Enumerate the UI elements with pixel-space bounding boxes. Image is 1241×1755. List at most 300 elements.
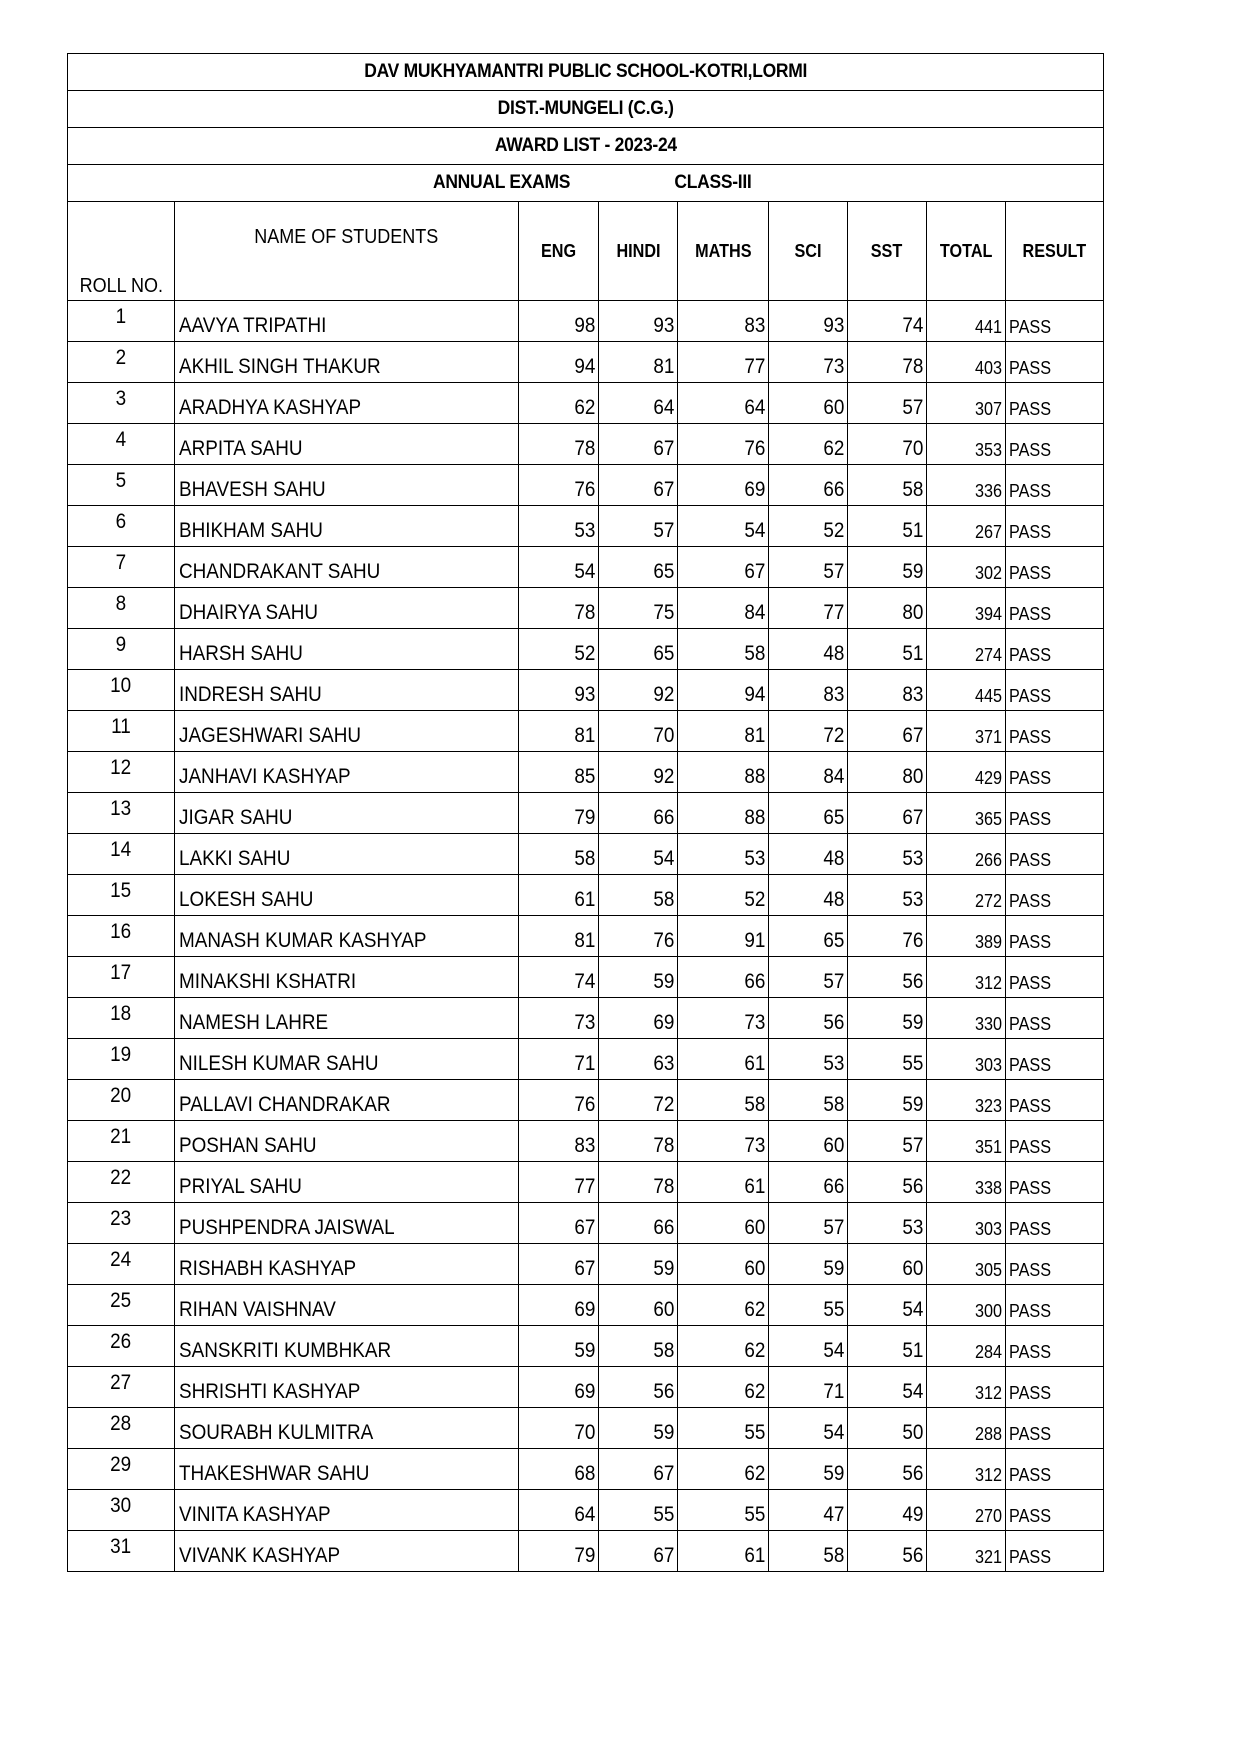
sci-marks: 65	[769, 916, 848, 957]
maths-marks: 88	[678, 793, 769, 834]
result-status: PASS	[1006, 1449, 1104, 1490]
hindi-marks: 54	[599, 834, 678, 875]
exam-name: ANNUAL EXAMS	[432, 172, 570, 193]
sst-marks: 55	[848, 1039, 927, 1080]
maths-marks: 60	[678, 1203, 769, 1244]
student-name: VIVANK KASHYAP	[175, 1531, 519, 1572]
eng-marks: 69	[519, 1367, 599, 1408]
hindi-marks: 92	[599, 670, 678, 711]
sci-marks: 93	[769, 301, 848, 342]
roll-number: 21	[68, 1121, 175, 1162]
sst-marks: 56	[848, 1162, 927, 1203]
total-marks: 323	[927, 1080, 1006, 1121]
eng-marks: 71	[519, 1039, 599, 1080]
school-name: DAV MUKHYAMANTRI PUBLIC SCHOOL-KOTRI,LORMI	[68, 54, 1104, 91]
maths-marks: 58	[678, 1080, 769, 1121]
sst-marks: 50	[848, 1408, 927, 1449]
maths-marks: 94	[678, 670, 769, 711]
maths-marks: 81	[678, 711, 769, 752]
total-marks: 312	[927, 1367, 1006, 1408]
roll-number: 1	[68, 301, 175, 342]
sci-marks: 66	[769, 1162, 848, 1203]
result-status: PASS	[1006, 465, 1104, 506]
maths-marks: 54	[678, 506, 769, 547]
sst-marks: 83	[848, 670, 927, 711]
sst-marks: 80	[848, 752, 927, 793]
eng-marks: 64	[519, 1490, 599, 1531]
sst-marks: 67	[848, 711, 927, 752]
student-name: VINITA KASHYAP	[175, 1490, 519, 1531]
sci-marks: 53	[769, 1039, 848, 1080]
hindi-marks: 67	[599, 1531, 678, 1572]
sst-marks: 51	[848, 629, 927, 670]
eng-marks: 52	[519, 629, 599, 670]
maths-marks: 88	[678, 752, 769, 793]
sci-marks: 58	[769, 1531, 848, 1572]
roll-number: 16	[68, 916, 175, 957]
student-name: LOKESH SAHU	[175, 875, 519, 916]
maths-marks: 53	[678, 834, 769, 875]
result-status: PASS	[1006, 301, 1104, 342]
student-name: DHAIRYA SAHU	[175, 588, 519, 629]
maths-marks: 52	[678, 875, 769, 916]
student-name: RIHAN VAISHNAV	[175, 1285, 519, 1326]
student-name: BHIKHAM SAHU	[175, 506, 519, 547]
maths-marks: 91	[678, 916, 769, 957]
total-marks: 284	[927, 1326, 1006, 1367]
eng-marks: 70	[519, 1408, 599, 1449]
student-row	[68, 301, 1104, 342]
hindi-marks: 78	[599, 1162, 678, 1203]
exam-class-cell	[68, 165, 1104, 202]
total-marks: 336	[927, 465, 1006, 506]
roll-number: 13	[68, 793, 175, 834]
maths-marks: 60	[678, 1244, 769, 1285]
sst-marks: 59	[848, 547, 927, 588]
sst-marks: 56	[848, 1449, 927, 1490]
sci-marks: 52	[769, 506, 848, 547]
col-header-sst: SST	[848, 202, 927, 301]
total-marks: 351	[927, 1121, 1006, 1162]
hindi-marks: 57	[599, 506, 678, 547]
student-row	[68, 1203, 1104, 1244]
eng-marks: 74	[519, 957, 599, 998]
total-marks: 338	[927, 1162, 1006, 1203]
eng-marks: 93	[519, 670, 599, 711]
award-list-table	[67, 53, 1104, 1572]
student-row	[68, 752, 1104, 793]
total-marks: 300	[927, 1285, 1006, 1326]
student-row	[68, 424, 1104, 465]
hindi-marks: 76	[599, 916, 678, 957]
student-name: JIGAR SAHU	[175, 793, 519, 834]
maths-marks: 67	[678, 547, 769, 588]
result-status: PASS	[1006, 588, 1104, 629]
sci-marks: 60	[769, 383, 848, 424]
student-row	[68, 465, 1104, 506]
sst-marks: 76	[848, 916, 927, 957]
student-name: INDRESH SAHU	[175, 670, 519, 711]
maths-marks: 83	[678, 301, 769, 342]
roll-number: 14	[68, 834, 175, 875]
roll-number: 24	[68, 1244, 175, 1285]
eng-marks: 79	[519, 793, 599, 834]
eng-marks: 78	[519, 588, 599, 629]
eng-marks: 83	[519, 1121, 599, 1162]
result-status: PASS	[1006, 1490, 1104, 1531]
hindi-marks: 59	[599, 1244, 678, 1285]
result-status: PASS	[1006, 1531, 1104, 1572]
student-row	[68, 1531, 1104, 1572]
sci-marks: 54	[769, 1326, 848, 1367]
student-name: AKHIL SINGH THAKUR	[175, 342, 519, 383]
student-row	[68, 1121, 1104, 1162]
sci-marks: 54	[769, 1408, 848, 1449]
eng-marks: 76	[519, 1080, 599, 1121]
title-row-award-list	[68, 128, 1104, 165]
maths-marks: 62	[678, 1285, 769, 1326]
student-name: CHANDRAKANT SAHU	[175, 547, 519, 588]
hindi-marks: 65	[599, 547, 678, 588]
eng-marks: 81	[519, 916, 599, 957]
student-name: MINAKSHI KSHATRI	[175, 957, 519, 998]
total-marks: 270	[927, 1490, 1006, 1531]
total-marks: 441	[927, 301, 1006, 342]
hindi-marks: 56	[599, 1367, 678, 1408]
maths-marks: 64	[678, 383, 769, 424]
total-marks: 267	[927, 506, 1006, 547]
sci-marks: 48	[769, 834, 848, 875]
student-name: ARPITA SAHU	[175, 424, 519, 465]
student-row	[68, 957, 1104, 998]
maths-marks: 73	[678, 1121, 769, 1162]
maths-marks: 76	[678, 424, 769, 465]
student-name: JANHAVI KASHYAP	[175, 752, 519, 793]
hindi-marks: 64	[599, 383, 678, 424]
sci-marks: 55	[769, 1285, 848, 1326]
student-row	[68, 588, 1104, 629]
student-row	[68, 916, 1104, 957]
sci-marks: 57	[769, 547, 848, 588]
result-status: PASS	[1006, 1367, 1104, 1408]
student-name: SOURABH KULMITRA	[175, 1408, 519, 1449]
sst-marks: 78	[848, 342, 927, 383]
result-status: PASS	[1006, 752, 1104, 793]
student-row	[68, 629, 1104, 670]
roll-number: 12	[68, 752, 175, 793]
maths-marks: 77	[678, 342, 769, 383]
col-header-name: NAME OF STUDENTS	[175, 202, 519, 301]
sci-marks: 48	[769, 875, 848, 916]
total-marks: 312	[927, 1449, 1006, 1490]
result-status: PASS	[1006, 1162, 1104, 1203]
eng-marks: 79	[519, 1531, 599, 1572]
roll-number: 18	[68, 998, 175, 1039]
eng-marks: 94	[519, 342, 599, 383]
student-row	[68, 998, 1104, 1039]
roll-number: 6	[68, 506, 175, 547]
roll-number: 2	[68, 342, 175, 383]
sst-marks: 56	[848, 1531, 927, 1572]
student-name: MANASH KUMAR KASHYAP	[175, 916, 519, 957]
roll-number: 26	[68, 1326, 175, 1367]
hindi-marks: 59	[599, 1408, 678, 1449]
roll-number: 11	[68, 711, 175, 752]
eng-marks: 54	[519, 547, 599, 588]
total-marks: 330	[927, 998, 1006, 1039]
hindi-marks: 55	[599, 1490, 678, 1531]
hindi-marks: 81	[599, 342, 678, 383]
student-row	[68, 670, 1104, 711]
column-header-row	[68, 202, 1104, 301]
student-row	[68, 1244, 1104, 1285]
total-marks: 303	[927, 1039, 1006, 1080]
result-status: PASS	[1006, 383, 1104, 424]
student-name: ARADHYA KASHYAP	[175, 383, 519, 424]
hindi-marks: 75	[599, 588, 678, 629]
student-name: RISHABH KASHYAP	[175, 1244, 519, 1285]
sst-marks: 53	[848, 875, 927, 916]
hindi-marks: 70	[599, 711, 678, 752]
eng-marks: 81	[519, 711, 599, 752]
student-name: HARSH SAHU	[175, 629, 519, 670]
sci-marks: 62	[769, 424, 848, 465]
eng-marks: 67	[519, 1203, 599, 1244]
hindi-marks: 58	[599, 875, 678, 916]
col-header-total: TOTAL	[927, 202, 1006, 301]
title-row-exam-class	[68, 165, 1104, 202]
hindi-marks: 63	[599, 1039, 678, 1080]
total-marks: 321	[927, 1531, 1006, 1572]
student-row	[68, 342, 1104, 383]
maths-marks: 61	[678, 1162, 769, 1203]
roll-number: 27	[68, 1367, 175, 1408]
roll-number: 3	[68, 383, 175, 424]
student-name: AAVYA TRIPATHI	[175, 301, 519, 342]
result-status: PASS	[1006, 834, 1104, 875]
sst-marks: 70	[848, 424, 927, 465]
hindi-marks: 67	[599, 424, 678, 465]
sci-marks: 65	[769, 793, 848, 834]
eng-marks: 58	[519, 834, 599, 875]
award-list-title: AWARD LIST - 2023-24	[68, 128, 1104, 165]
col-header-maths: MATHS	[678, 202, 769, 301]
roll-number: 5	[68, 465, 175, 506]
student-row	[68, 1162, 1104, 1203]
title-row-district	[68, 91, 1104, 128]
hindi-marks: 58	[599, 1326, 678, 1367]
total-marks: 274	[927, 629, 1006, 670]
result-status: PASS	[1006, 916, 1104, 957]
sst-marks: 57	[848, 383, 927, 424]
student-name: JAGESHWARI SAHU	[175, 711, 519, 752]
student-name: POSHAN SAHU	[175, 1121, 519, 1162]
student-name: THAKESHWAR SAHU	[175, 1449, 519, 1490]
student-row	[68, 506, 1104, 547]
total-marks: 288	[927, 1408, 1006, 1449]
sci-marks: 66	[769, 465, 848, 506]
student-row	[68, 1449, 1104, 1490]
sst-marks: 56	[848, 957, 927, 998]
student-row	[68, 1367, 1104, 1408]
sci-marks: 56	[769, 998, 848, 1039]
eng-marks: 62	[519, 383, 599, 424]
student-name: NAMESH LAHRE	[175, 998, 519, 1039]
total-marks: 365	[927, 793, 1006, 834]
sci-marks: 72	[769, 711, 848, 752]
total-marks: 389	[927, 916, 1006, 957]
result-status: PASS	[1006, 1285, 1104, 1326]
student-name: SHRISHTI KASHYAP	[175, 1367, 519, 1408]
student-row	[68, 1080, 1104, 1121]
eng-marks: 73	[519, 998, 599, 1039]
sci-marks: 47	[769, 1490, 848, 1531]
col-header-hindi: HINDI	[599, 202, 678, 301]
eng-marks: 85	[519, 752, 599, 793]
roll-number: 22	[68, 1162, 175, 1203]
sst-marks: 54	[848, 1285, 927, 1326]
student-row	[68, 1039, 1104, 1080]
eng-marks: 77	[519, 1162, 599, 1203]
student-row	[68, 1408, 1104, 1449]
eng-marks: 53	[519, 506, 599, 547]
roll-number: 8	[68, 588, 175, 629]
result-status: PASS	[1006, 506, 1104, 547]
sci-marks: 71	[769, 1367, 848, 1408]
eng-marks: 98	[519, 301, 599, 342]
sst-marks: 58	[848, 465, 927, 506]
roll-number: 10	[68, 670, 175, 711]
student-row	[68, 1490, 1104, 1531]
student-row	[68, 793, 1104, 834]
total-marks: 303	[927, 1203, 1006, 1244]
maths-marks: 84	[678, 588, 769, 629]
total-marks: 272	[927, 875, 1006, 916]
student-row	[68, 875, 1104, 916]
sst-marks: 80	[848, 588, 927, 629]
student-row	[68, 383, 1104, 424]
eng-marks: 61	[519, 875, 599, 916]
eng-marks: 59	[519, 1326, 599, 1367]
hindi-marks: 67	[599, 465, 678, 506]
roll-number: 28	[68, 1408, 175, 1449]
student-name: LAKKI SAHU	[175, 834, 519, 875]
maths-marks: 69	[678, 465, 769, 506]
col-header-eng: ENG	[519, 202, 599, 301]
maths-marks: 61	[678, 1531, 769, 1572]
eng-marks: 67	[519, 1244, 599, 1285]
maths-marks: 73	[678, 998, 769, 1039]
result-status: PASS	[1006, 875, 1104, 916]
roll-number: 29	[68, 1449, 175, 1490]
total-marks: 312	[927, 957, 1006, 998]
hindi-marks: 67	[599, 1449, 678, 1490]
hindi-marks: 65	[599, 629, 678, 670]
sci-marks: 48	[769, 629, 848, 670]
title-row-school	[68, 54, 1104, 91]
class-name: CLASS-III	[673, 172, 752, 193]
student-row	[68, 1326, 1104, 1367]
total-marks: 445	[927, 670, 1006, 711]
sst-marks: 67	[848, 793, 927, 834]
maths-marks: 62	[678, 1449, 769, 1490]
total-marks: 307	[927, 383, 1006, 424]
eng-marks: 78	[519, 424, 599, 465]
roll-number: 7	[68, 547, 175, 588]
sci-marks: 84	[769, 752, 848, 793]
hindi-marks: 78	[599, 1121, 678, 1162]
col-header-sci: SCI	[769, 202, 848, 301]
total-marks: 353	[927, 424, 1006, 465]
award-list-sheet	[67, 53, 1103, 1572]
hindi-marks: 92	[599, 752, 678, 793]
sst-marks: 53	[848, 834, 927, 875]
sst-marks: 54	[848, 1367, 927, 1408]
maths-marks: 58	[678, 629, 769, 670]
result-status: PASS	[1006, 998, 1104, 1039]
total-marks: 429	[927, 752, 1006, 793]
roll-number: 25	[68, 1285, 175, 1326]
eng-marks: 76	[519, 465, 599, 506]
eng-marks: 68	[519, 1449, 599, 1490]
col-header-roll: ROLL NO.	[68, 202, 175, 301]
total-marks: 302	[927, 547, 1006, 588]
sst-marks: 49	[848, 1490, 927, 1531]
total-marks: 266	[927, 834, 1006, 875]
hindi-marks: 69	[599, 998, 678, 1039]
sst-marks: 51	[848, 506, 927, 547]
result-status: PASS	[1006, 629, 1104, 670]
result-status: PASS	[1006, 1203, 1104, 1244]
result-status: PASS	[1006, 1039, 1104, 1080]
result-status: PASS	[1006, 1408, 1104, 1449]
sci-marks: 83	[769, 670, 848, 711]
result-status: PASS	[1006, 547, 1104, 588]
roll-number: 30	[68, 1490, 175, 1531]
roll-number: 31	[68, 1531, 175, 1572]
result-status: PASS	[1006, 957, 1104, 998]
sci-marks: 73	[769, 342, 848, 383]
hindi-marks: 59	[599, 957, 678, 998]
student-name: SANSKRITI KUMBHKAR	[175, 1326, 519, 1367]
student-name: PUSHPENDRA JAISWAL	[175, 1203, 519, 1244]
eng-marks: 69	[519, 1285, 599, 1326]
hindi-marks: 66	[599, 1203, 678, 1244]
total-marks: 371	[927, 711, 1006, 752]
sci-marks: 57	[769, 1203, 848, 1244]
total-marks: 403	[927, 342, 1006, 383]
result-status: PASS	[1006, 424, 1104, 465]
result-status: PASS	[1006, 1121, 1104, 1162]
sst-marks: 74	[848, 301, 927, 342]
student-name: BHAVESH SAHU	[175, 465, 519, 506]
sst-marks: 60	[848, 1244, 927, 1285]
student-row	[68, 711, 1104, 752]
result-status: PASS	[1006, 711, 1104, 752]
sci-marks: 59	[769, 1449, 848, 1490]
roll-number: 9	[68, 629, 175, 670]
student-name: PALLAVI CHANDRAKAR	[175, 1080, 519, 1121]
sst-marks: 53	[848, 1203, 927, 1244]
student-name: NILESH KUMAR SAHU	[175, 1039, 519, 1080]
sci-marks: 77	[769, 588, 848, 629]
maths-marks: 62	[678, 1326, 769, 1367]
district-name: DIST.-MUNGELI (C.G.)	[68, 91, 1104, 128]
roll-number: 15	[68, 875, 175, 916]
col-header-result: RESULT	[1006, 202, 1104, 301]
maths-marks: 61	[678, 1039, 769, 1080]
maths-marks: 55	[678, 1408, 769, 1449]
